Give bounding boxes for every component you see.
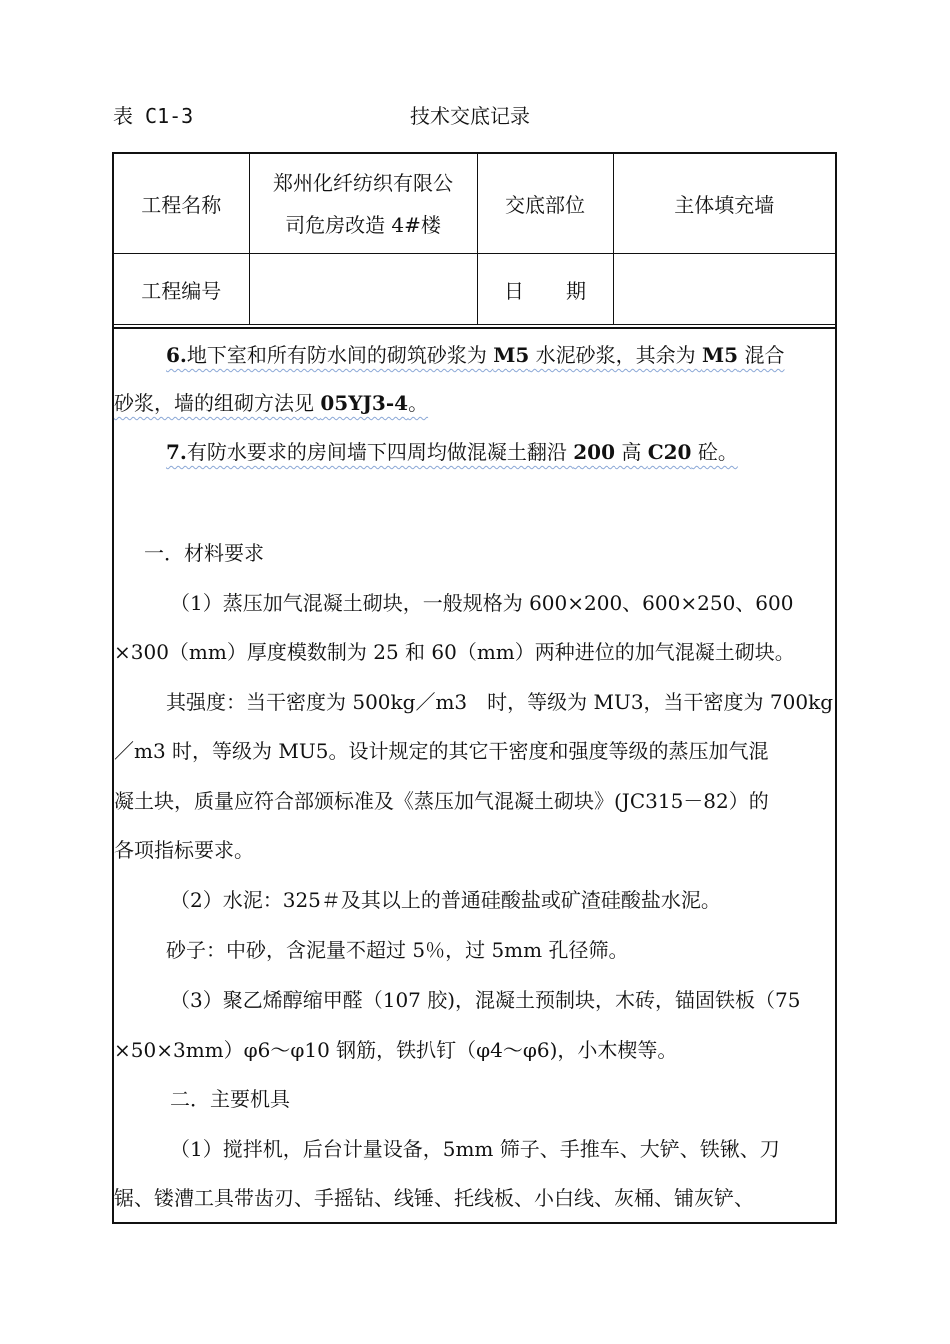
body-line-17: 锯、镂漕工具带齿刃、手摇钻、线锤、托线板、小白线、灰桶、铺灰铲、: [114, 1186, 754, 1210]
body-line-2: 砂浆，墙的组砌方法见 05YJ3-4。: [114, 391, 429, 415]
body-line-5: （1）蒸压加气混凝土砌块，一般规格为 600×200、600×250、600: [170, 591, 794, 615]
body-line-1: 6.地下室和所有防水间的砌筑砂浆为 M5 水泥砂浆，其余为 M5 混合: [166, 343, 785, 367]
date-label-cell: [477, 254, 628, 325]
section-heading-tools: 二．主要机具: [170, 1087, 290, 1111]
body-line-14: ×50×3mm）φ6～φ10 钢筋，铁扒钉（φ4～φ6)，小木楔等。: [114, 1038, 678, 1062]
document-title: 技术交底记录: [410, 104, 530, 128]
project-info-table: [114, 154, 835, 325]
project-name-line2: 司危房改造 4#楼: [285, 212, 441, 237]
body-line-3: 7.有防水要求的房间墙下四周均做混凝土翻沿 200 高 C20 砼。: [166, 440, 738, 464]
record-form: [112, 152, 837, 1224]
body-line-12: 砂子：中砂，含泥量不超过 5％，过 5mm 孔径筛。: [166, 938, 629, 962]
body-line-9: 凝土块，质量应符合部颁标准及《蒸压加气混凝土砌块》(JC315－82）的: [114, 789, 769, 813]
body-line-13: （3）聚乙烯醇缩甲醛（107 胶)，混凝土预制块，木砖，锚固铁板（75: [170, 988, 801, 1012]
body-line-10: 各项指标要求。: [114, 838, 254, 862]
date-value: [613, 254, 835, 325]
project-number-value: [249, 254, 477, 325]
project-number-label: 工程编号: [114, 254, 249, 325]
document-header: [113, 100, 839, 130]
project-name-line1: 郑州化纤纺织有限公: [273, 170, 453, 195]
body-line-8: ／m3 时，等级为 MU5。设计规定的其它干密度和强度等级的蒸压加气混: [114, 739, 769, 763]
disclosure-content: [114, 327, 835, 1210]
body-line-7: 其强度：当干密度为 500kg／m3 时，等级为 MU3，当干密度为 700kg: [166, 690, 834, 714]
part-label: 交底部位: [477, 154, 613, 254]
section-heading-materials: 一．材料要求: [144, 541, 264, 565]
date-label: 日期: [504, 278, 628, 303]
project-name-label: 工程名称: [114, 154, 249, 254]
project-name-value: [249, 154, 477, 254]
body-line-6: ×300（mm）厚度模数制为 25 和 60（mm）两种进位的加气混凝土砌块。: [114, 640, 795, 664]
body-line-11: （2）水泥：325＃及其以上的普通硅酸盐或矿渣硅酸盐水泥。: [170, 888, 721, 912]
part-value: 主体填充墙: [613, 154, 835, 254]
form-code: 表 C1-3: [113, 104, 194, 128]
body-line-16: （1）搅拌机，后台计量设备，5mm 筛子、手推车、大铲、铁锹、刀: [170, 1137, 780, 1161]
